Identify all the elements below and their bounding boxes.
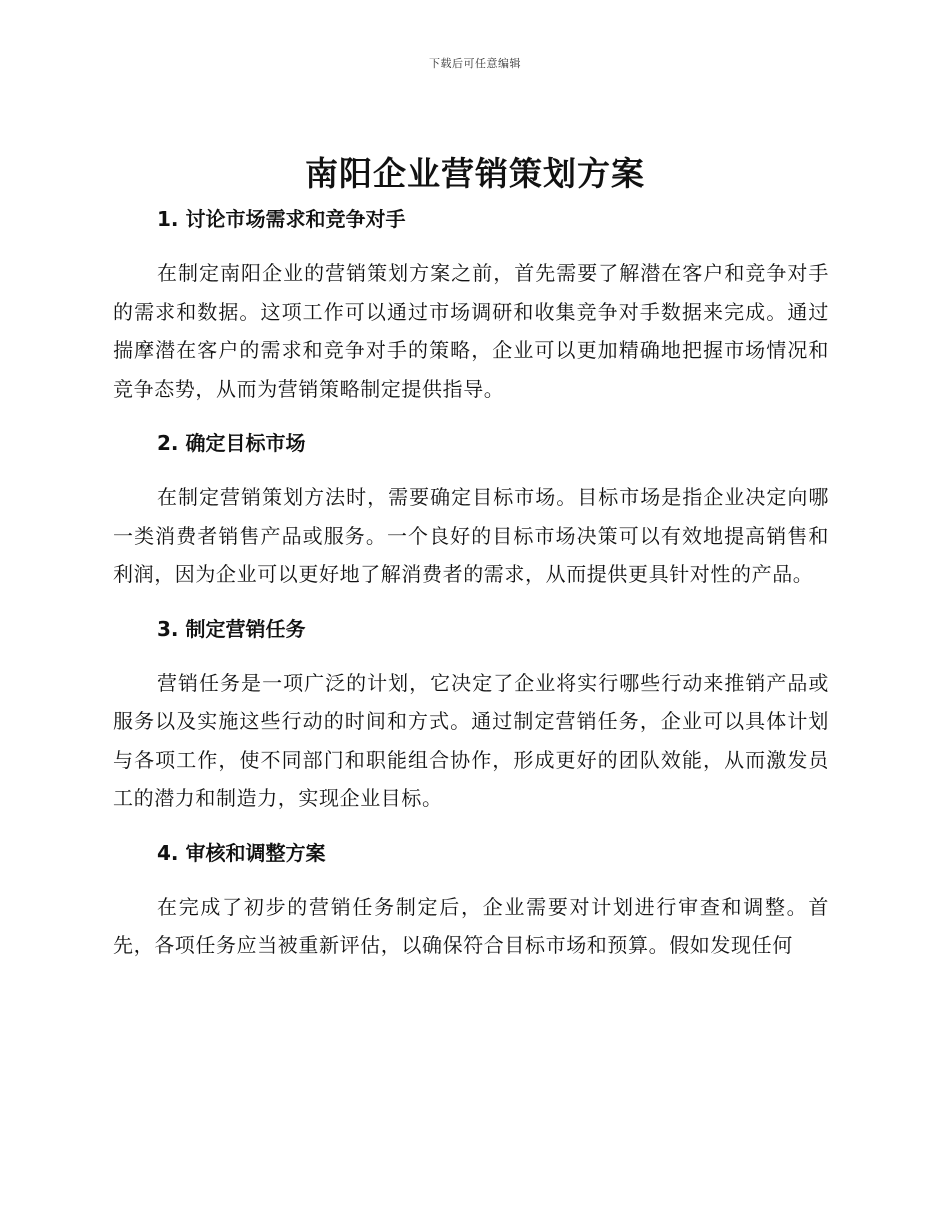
header-note: 下载后可任意编辑	[429, 57, 521, 70]
section-body-4: 在完成了初步的营销任务制定后，企业需要对计划进行审查和调整。首先，各项任务应当被重新评估，以确保符合目标市场和预算。假如发现任何	[113, 894, 829, 957]
section-body-2: 在制定营销策划方法时，需要确定目标市场。目标市场是指企业决定向哪一类消费者销售产品或服务。一个良好的目标市场决策可以有效地提高销售和利润，因为企业可以更好地了解消费者的需求，从而提供更具针对性的产品。	[113, 485, 829, 586]
section-body-3: 营销任务是一项广泛的计划，它决定了企业将实行哪些行动来推销产品或服务以及实施这些行动的时间和方式。通过制定营销任务，企业可以具体计划与各项工作，使不同部门和职能组合协作，形成更好的团队效能，从而激发员工的潜力和制造力，实现企业目标。	[113, 670, 829, 810]
section-heading-1: 1. 讨论市场需求和竞争对手	[157, 207, 406, 231]
section-heading-4: 4. 审核和调整方案	[157, 840, 326, 865]
document-content	[113, 203, 829, 984]
section-body-1: 在制定南阳企业的营销策划方案之前，首先需要了解潜在客户和竞争对手的需求和数据。这项工作可以通过市场调研和收集竞争对手数据来完成。通过揣摩潜在客户的需求和竞争对手的策略，企业可以更加精确地把握市场情况和竞争态势，从而为营销策略制定提供指导。	[113, 261, 829, 401]
section-heading-2: 2. 确定目标市场	[157, 431, 306, 455]
document-title: 南阳企业营销策划方案	[305, 154, 645, 193]
section-heading-3: 3. 制定营销任务	[157, 616, 306, 641]
